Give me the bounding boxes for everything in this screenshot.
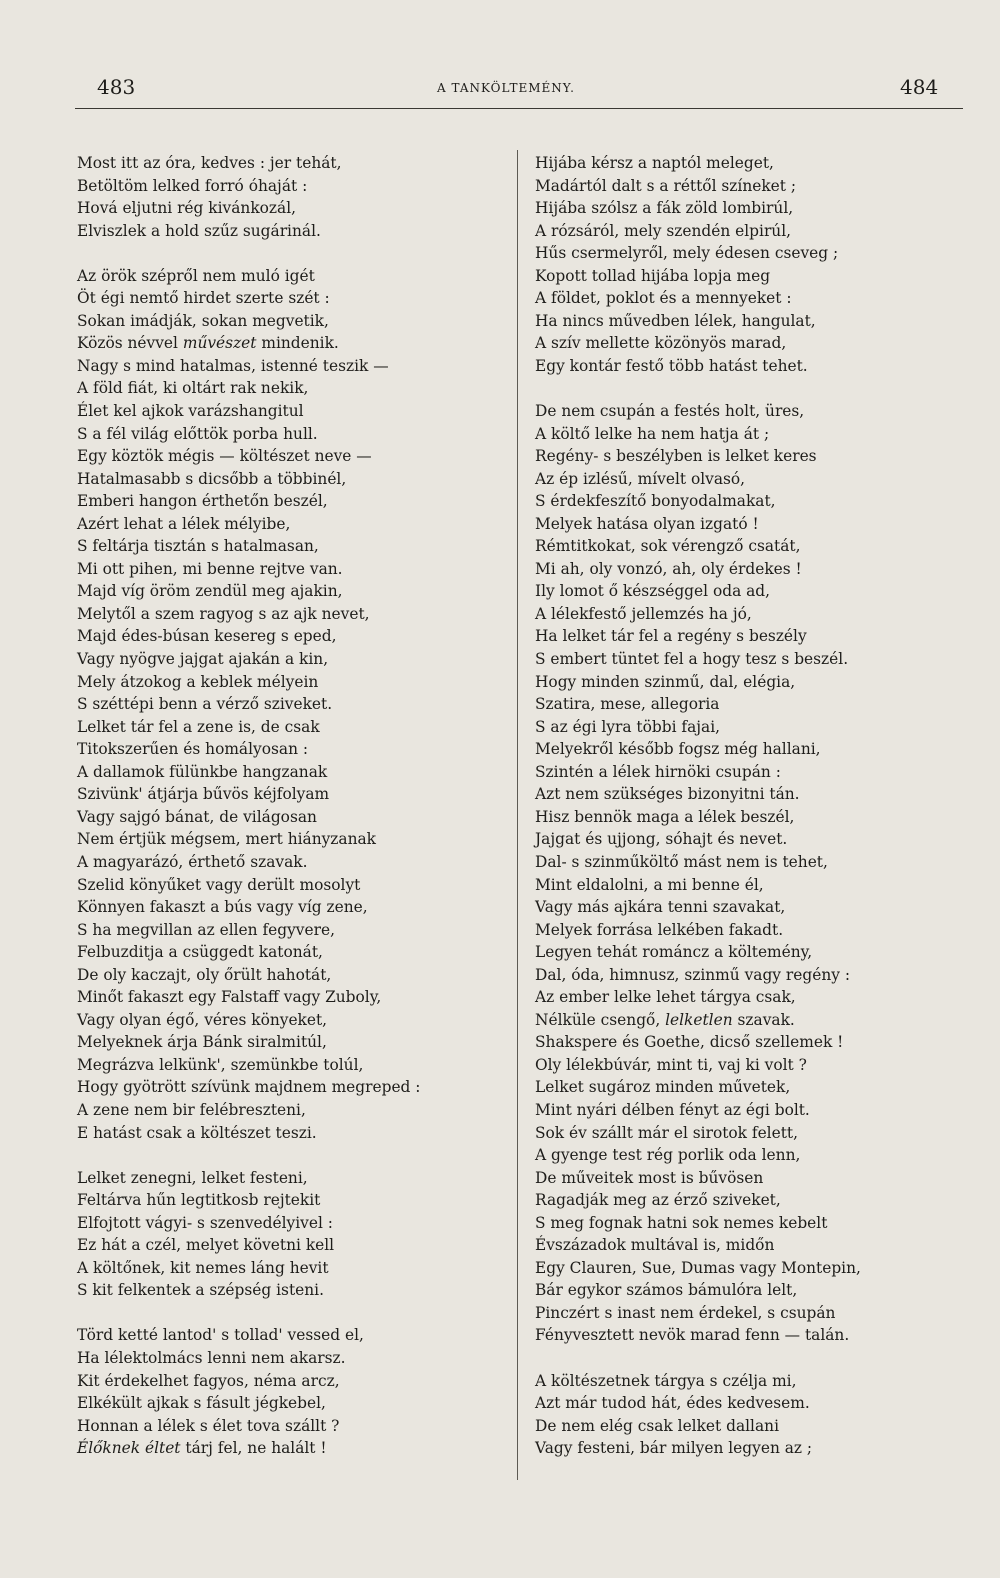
verse-line: A költőnek, kit nemes láng hevit [77,1258,329,1277]
verse-line: Nem értjük mégsem, mert hiányzanak [77,830,377,849]
verse-line: Regény- s beszélyben is lelket keres [535,447,817,466]
verse-line: Elviszlek a hold szűz sugárinál. [77,221,321,240]
verse-line: Az ember lelke lehet tárgya csak, [535,988,796,1007]
running-title: A TANKÖLTEMÉNY. [437,81,575,95]
verse-line: Hűs csermelyről, mely édesen cseveg ; [535,244,839,263]
verse-line: Mi ott pihen, mi benne rejtve van. [77,559,343,578]
left-column [77,152,502,1482]
page-header [0,75,1000,105]
verse-line: De műveitek most is bűvösen [535,1168,764,1187]
verse-line: Hová eljutni rég kivánkozál, [77,199,297,218]
verse-line: Mint eldalolni, a mi benne él, [535,875,764,894]
verse-line: Ha lélektolmács lenni nem akarsz. [77,1348,346,1367]
verse-line: S az égi lyra többi fajai, [535,717,721,736]
verse-line: Azért lehat a lélek mélyibe, [77,514,291,533]
verse-line: Öt égi nemtő hirdet szerte szét : [77,289,330,308]
verse-line: Az ép izlésű, mívelt olvasó, [535,469,746,488]
header-rule [75,108,963,109]
verse-line: A gyenge test rég porlik oda lenn, [535,1146,801,1165]
verse-line: Titokszerűen és homályosan : [77,740,309,759]
verse-line: Melytől a szem ragyog s az ajk nevet, [77,604,370,623]
verse-line: Vagy sajgó bánat, de világosan [77,807,317,826]
stanza [77,1167,502,1302]
verse-line: Majd édes-búsan kesereg s eped, [77,627,337,646]
verse-line: Ez hát a czél, melyet követni kell [77,1236,335,1255]
verse-line: Szelid könyűket vagy derült mosolyt [77,875,361,894]
verse-line: Pinczért s inast nem érdekel, s csupán [535,1303,836,1322]
verse-text: Közös névvel [77,334,183,353]
verse-line: Lelket sugároz minden művetek, [535,1078,791,1097]
verse-line: Hijába kérsz a naptól meleget, [535,154,774,172]
column-divider [517,150,518,1480]
verse-line: Bár egykor számos bámulóra lelt, [535,1281,798,1300]
verse-line: A földet, poklot és a mennyeket : [535,289,792,308]
verse-line: Vagy nyögve jajgat ajakán a kin, [77,650,329,669]
verse-line: Elkékült ajkak s fásult jégkebel, [77,1394,326,1413]
verse-line: A költő lelke ha nem hatja át ; [535,424,770,443]
verse-line: Hijába szólsz a fák zöld lombirúl, [535,199,794,218]
verse-line: E hatást csak a költészet teszi. [77,1123,317,1142]
verse-line: S a fél világ előttök porba hull. [77,424,318,443]
verse-line: Mely átzokog a keblek mélyein [77,672,319,691]
verse-line: Sok év szállt már el sirotok felett, [535,1123,798,1142]
stanza [535,152,975,377]
verse-line: Minőt fakaszt egy Falstaff vagy Zuboly, [77,988,382,1007]
verse-line: Az örök szépről nem muló igét [77,266,315,285]
verse-line: Mi ah, oly vonzó, ah, oly érdekes ! [535,559,802,578]
verse-text: tárj fel, ne halált ! [180,1439,327,1458]
verse-line: Egy köztök mégis — költészet neve — [77,447,372,466]
verse-line [77,1437,502,1460]
verse-line: Dal- s szinműköltő mást nem is tehet, [535,852,828,871]
verse-text: mindenik. [256,334,339,353]
verse-line: Ragadják meg az érző sziveket, [535,1191,781,1210]
verse-line: Melyeknek árja Bánk siralmitúl, [77,1033,327,1052]
stanza [77,152,502,242]
verse-line: Rémtitkokat, sok vérengző csatát, [535,537,801,556]
verse-line: S ha megvillan az ellen fegyvere, [77,920,335,939]
verse-line: Melyek forrása lelkében fakadt. [535,920,784,939]
verse-line: Ha nincs művedben lélek, hangulat, [535,311,816,330]
verse-line: Megrázva lelkünk', szemünkbe tolúl, [77,1055,364,1074]
verse-line: Vagy festeni, bár milyen legyen az ; [535,1439,813,1458]
verse-line: Egy Clauren, Sue, Dumas vagy Montepin, [535,1258,861,1277]
verse-line: Kopott tollad hijába lopja meg [535,266,771,285]
left-page-number: 483 [97,75,136,99]
verse-line: Hogy minden szinmű, dal, elégia, [535,672,796,691]
verse-line: Hisz bennök maga a lélek beszél, [535,807,795,826]
verse-line: Madártól dalt s a réttől színeket ; [535,176,797,195]
verse-line: Majd víg öröm zendül meg ajakin, [77,582,343,601]
verse-line: Elfojtott vágyi- s szenvedélyivel : [77,1213,333,1232]
emphasized-text: Élőknek éltet [77,1439,181,1458]
stanza [535,1370,975,1460]
verse-line: Vagy olyan égő, véres könyeket, [77,1010,328,1029]
verse-line: Honnan a lélek s élet tova szállt ? [77,1416,340,1435]
verse-line: Most itt az óra, kedves : jer tehát, [77,154,342,172]
verse-line: Jajgat és ujjong, sóhajt és nevet. [535,830,788,849]
verse-line: Azt nem szükséges bizonyitni tán. [535,785,800,804]
verse-line: Melyek hatása olyan izgató ! [535,514,759,533]
verse-line: Legyen tehát románcz a költemény, [535,943,813,962]
stanza [77,1324,502,1459]
verse-line [77,332,502,355]
verse-line: Lelket zenegni, lelket festeni, [77,1168,308,1187]
verse-line: Emberi hangon érthetőn beszél, [77,492,328,511]
verse-line: Élet kel ajkok varázshangitul [77,402,304,421]
stanza [535,400,975,1347]
verse-line: S érdekfeszítő bonyodalmakat, [535,492,776,511]
verse-line: De nem elég csak lelket dallani [535,1416,779,1435]
verse-line: Lelket tár fel a zene is, de csak [77,717,320,736]
verse-line: Betöltöm lelked forró óhaját : [77,176,308,195]
verse-line: Szatira, mese, allegoria [535,695,720,714]
verse-line: S kit felkentek a szépség isteni. [77,1281,324,1300]
verse-text: szavak. [732,1010,795,1029]
verse-line: De nem csupán a festés holt, üres, [535,402,805,421]
verse-line: S feltárja tisztán s hatalmasan, [77,537,319,556]
verse-line: Hatalmasabb s dicsőbb a többinél, [77,469,347,488]
verse-line: Nagy s mind hatalmas, istenné teszik — [77,356,389,375]
verse-line: A dallamok fülünkbe hangzanak [77,762,328,781]
verse-line: Felbuzditja a csüggedt katonát, [77,943,323,962]
verse-text: Nélküle csengő, [535,1010,666,1029]
emphasized-text: lelketlen [665,1010,733,1029]
verse-line: Azt már tudod hát, édes kedvesem. [535,1394,810,1413]
verse-line: Dal, óda, himnusz, szinmű vagy regény : [535,965,851,984]
verse-line: Egy kontár festő több hatást tehet. [535,356,808,375]
verse-line: A költészetnek tárgya s czélja mi, [535,1371,797,1390]
verse-line: Melyekről később fogsz még hallani, [535,740,821,759]
verse-line: A magyarázó, érthető szavak. [77,852,308,871]
verse-line: Mint nyári délben fényt az égi bolt. [535,1100,810,1119]
verse-line: Fényvesztett nevök marad fenn — talán. [535,1326,850,1345]
verse-line: Szintén a lélek hirnöki csupán : [535,762,781,781]
verse-line: S embert tüntet fel a hogy tesz s beszél. [535,650,849,669]
verse-line: Ily lomot ő készséggel oda ad, [535,582,771,601]
verse-line: Hogy gyötrött szívünk majdnem megreped : [77,1078,421,1097]
verse-line: A zene nem bir felébreszteni, [77,1100,306,1119]
verse-line: Feltárva hűn legtitkosb rejtekit [77,1191,321,1210]
verse-line: S meg fognak hatni sok nemes kebelt [535,1213,828,1232]
verse-line: Oly lélekbúvár, mint ti, vaj ki volt ? [535,1055,807,1074]
verse-line: A rózsáról, mely szendén elpirúl, [535,221,792,240]
verse-line: Könnyen fakaszt a bús vagy víg zene, [77,898,368,917]
verse-line: Shakspere és Goethe, dicső szellemek ! [535,1033,844,1052]
right-page-number: 484 [900,75,939,99]
verse-line: A szív mellette közönyös marad, [535,334,787,353]
verse-line [535,1009,975,1032]
verse-line: Kit érdekelhet fagyos, néma arcz, [77,1371,340,1390]
emphasized-text: művészet [182,334,257,353]
verse-line: Törd ketté lantod' s tollad' vessed el, [77,1326,364,1345]
verse-line: A lélekfestő jellemzés ha jó, [535,604,752,623]
verse-line: Vagy más ajkára tenni szavakat, [535,898,786,917]
verse-line: A föld fiát, ki oltárt rak nekik, [77,379,309,398]
stanza [77,265,502,1144]
verse-line: Sokan imádják, sokan megvetik, [77,311,329,330]
verse-line: Szivünk' átjárja bűvös kéjfolyam [77,785,330,804]
right-column [535,152,975,1482]
verse-line: Ha lelket tár fel a regény s beszély [535,627,807,646]
verse-line: De oly kaczajt, oly őrült hahotát, [77,965,332,984]
verse-line: Évszázadok multával is, midőn [535,1236,775,1255]
verse-line: S széttépi benn a vérző sziveket. [77,695,333,714]
